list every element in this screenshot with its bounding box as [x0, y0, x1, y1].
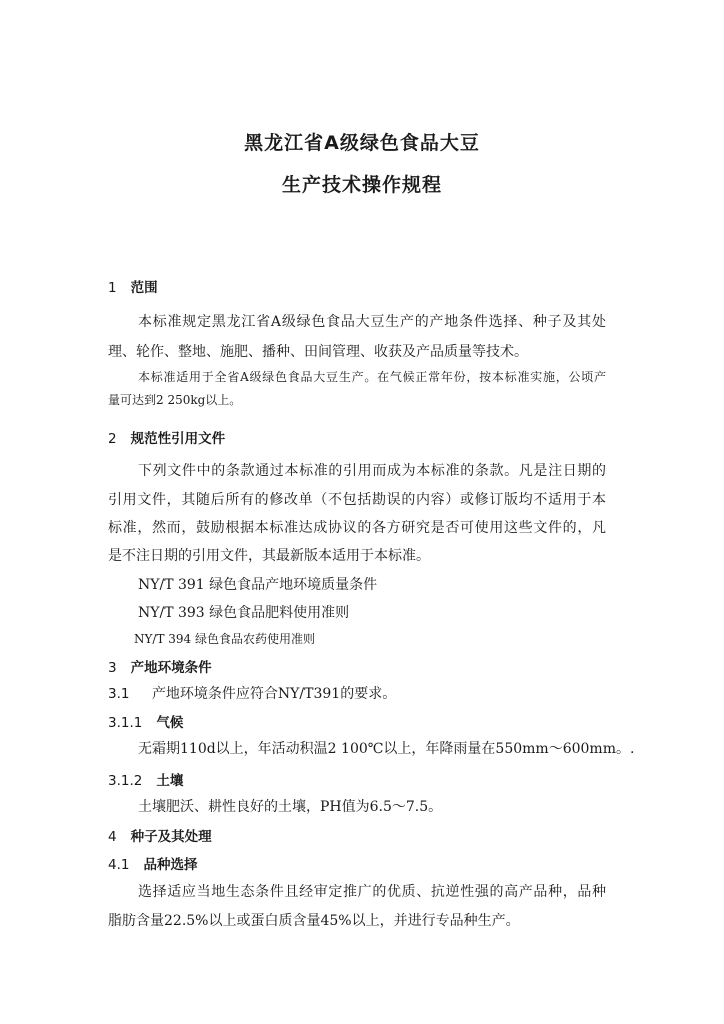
section-2-paragraph-line	[138, 460, 606, 480]
clause-title: 土壤	[156, 773, 184, 789]
document-title-line-1: 黑龙江省A级绿色食品大豆	[244, 132, 480, 154]
section-number: 2	[108, 431, 117, 447]
paragraph-text: 本标准适用于全省A级绿色食品大豆生产。在气候正常年份，按本标准实施，公顷产	[138, 370, 606, 384]
section-2-paragraph-line	[108, 517, 606, 537]
clause-3-1-2-heading	[108, 769, 183, 789]
clause-4-1-heading	[108, 853, 197, 873]
clause-3-1-1-heading	[108, 711, 183, 731]
clause-number: 3.1.2	[108, 773, 143, 789]
section-2-paragraph-line	[108, 489, 606, 509]
section-1-paragraph-line	[138, 311, 606, 331]
paragraph-text: 选择适应当地生态条件且经审定推广的优质、抗逆性强的高产品种，品种	[138, 884, 606, 900]
clause-3-1-2-text: 土壤肥沃、耕性良好的土壤，PH值为6.5～7.5。	[138, 799, 443, 815]
section-2-heading	[108, 427, 225, 447]
clause-title: 品种选择	[143, 857, 198, 873]
section-4-heading	[108, 825, 212, 845]
clause-text: 产地环境条件应符合NY/T391的要求。	[151, 686, 397, 702]
reference-item: NY/T 391 绿色食品产地环境质量条件	[138, 577, 378, 593]
clause-number: 4.1	[108, 857, 130, 873]
reference-item: NY/T 394 绿色食品农药使用准则	[134, 632, 316, 646]
section-title: 种子及其处理	[130, 829, 212, 845]
section-2-paragraph-line: 是不注日期的引用文件，其最新版本适用于本标准。	[108, 548, 430, 564]
section-1-heading	[108, 276, 158, 296]
clause-4-1-paragraph-line: 脂肪含量22.5%以上或蛋白质含量45%以上，并进行专品种生产。	[108, 913, 520, 929]
section-title: 规范性引用文件	[130, 431, 226, 447]
document-title-line-2: 生产技术操作规程	[281, 174, 442, 196]
paragraph-text: 引用文件，其随后所有的修改单（不包括勘误的内容）或修订版均不适用于本	[108, 492, 606, 508]
section-title: 范围	[130, 280, 158, 296]
section-title: 产地环境条件	[130, 660, 212, 676]
clause-4-1-paragraph-line	[138, 881, 606, 901]
section-number: 3	[108, 660, 117, 676]
section-1-note-line: 量可达到2 250kg以上。	[108, 393, 242, 407]
paragraph-text: 本标准规定黑龙江省A级绿色食品大豆生产的产地条件选择、种子及其处	[138, 314, 606, 330]
section-number: 4	[108, 829, 117, 845]
section-number: 1	[108, 280, 117, 296]
clause-3-1-1-text: 无霜期110d以上，年活动积温2 100℃以上，年降雨量在550mm～600mm。.	[138, 741, 635, 757]
section-1-note-line	[138, 368, 606, 385]
paragraph-text: 标准，然而，鼓励根据本标准达成协议的各方研究是否可使用这些文件的，凡	[108, 520, 606, 536]
section-1-paragraph-line: 理、轮作、整地、施肥、播种、田间管理、收获及产品质量等技术。	[108, 344, 528, 360]
section-3-heading	[108, 656, 212, 676]
clause-number: 3.1	[108, 686, 130, 702]
clause-number: 3.1.1	[108, 715, 143, 731]
clause-title: 气候	[156, 715, 184, 731]
paragraph-text: 下列文件中的条款通过本标准的引用而成为本标准的条款。凡是注日期的	[138, 463, 606, 479]
reference-item: NY/T 393 绿色食品肥料使用准则	[138, 605, 350, 621]
clause-3-1	[108, 683, 396, 703]
